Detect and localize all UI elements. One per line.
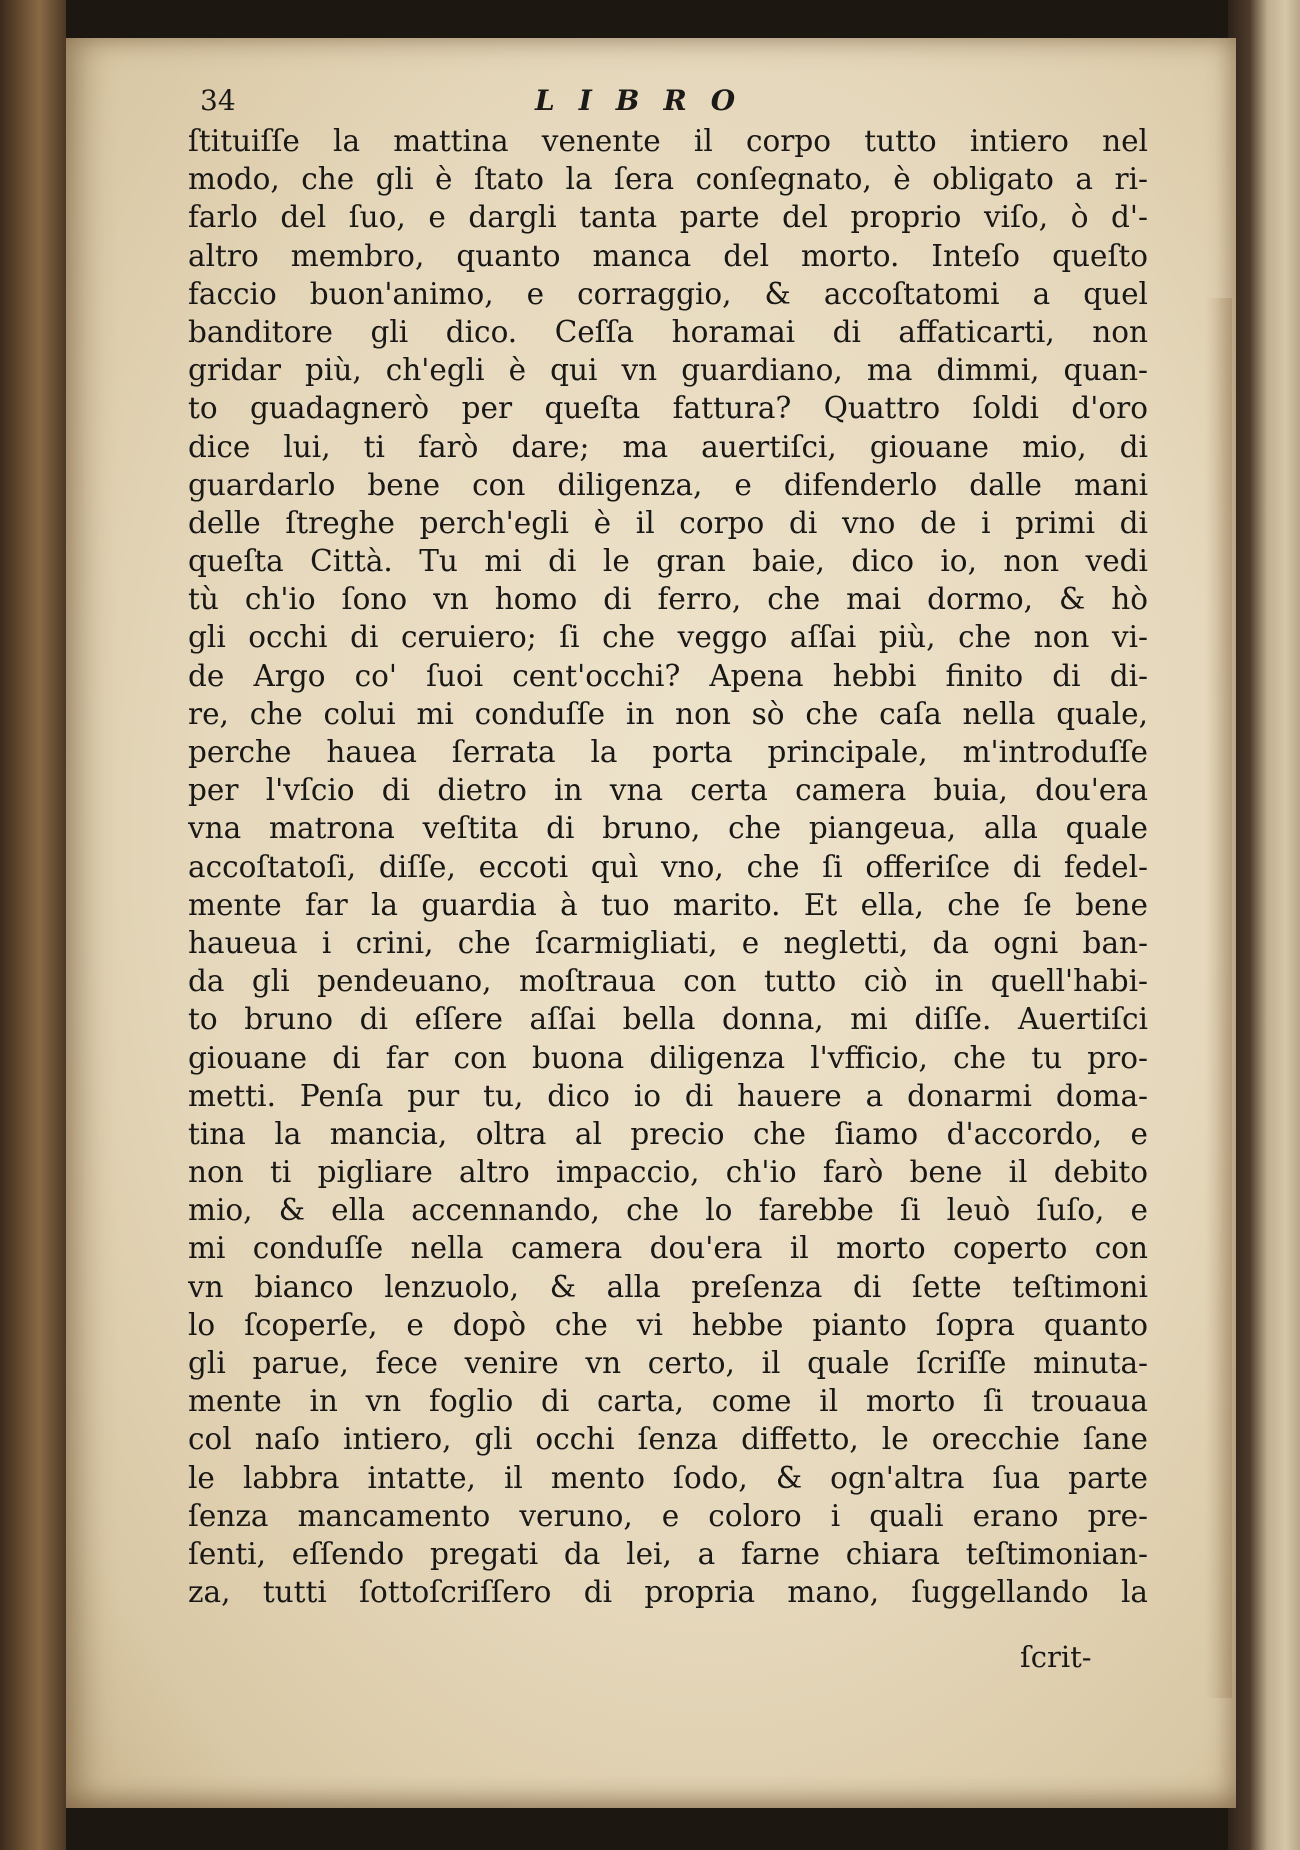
text-line: guardarlo bene con diligenza, e difenderlo dalle mani (188, 467, 1148, 502)
text-line: mi conduſſe nella camera dou'era il morto coperto con (188, 1231, 1148, 1266)
facing-page-edge (1228, 0, 1300, 1850)
text-line: non ti pigliare altro impaccio, ch'io farò bene il debito (188, 1155, 1148, 1190)
text-line: gli parue, fece venire vn certo, il quale ſcriſſe minuta- (188, 1346, 1148, 1380)
text-line: le labbra intatte, il mento ſodo, & ogn'altra ſua parte (188, 1460, 1148, 1495)
text-line: farlo del ſuo, e dargli tanta parte del proprio viſo, ò d'- (188, 200, 1148, 235)
page-header (200, 84, 840, 124)
text-line: da gli pendeuano, moſtraua con tutto ciò in quell'habi- (188, 964, 1148, 999)
text-line: perche hauea ſerrata la porta principale, m'introduſſe (188, 735, 1148, 769)
text-line: lo ſcoperſe, e dopò che vi hebbe pianto ſopra quanto (188, 1307, 1148, 1342)
text-line: accoſtatoſi, diſſe, eccoti quì vno, che ſi offeriſce di fedel- (188, 849, 1148, 884)
text-line: tina la mancia, oltra al precio che ſiamo d'accordo, e (188, 1116, 1148, 1151)
text-line: vn bianco lenzuolo, & alla preſenza di ſette teſtimoni (188, 1269, 1148, 1304)
catchword: ſcrit- (1020, 1640, 1092, 1674)
text-line: ſenti, eſſendo pregati da lei, a farne chiara teſtimonian- (188, 1536, 1148, 1571)
text-line: per l'vſcio di dietro in vna certa camera buia, dou'era (188, 773, 1148, 808)
text-line: modo, che gli è ſtato la ſera conſegnato, è obligato a ri- (188, 162, 1148, 197)
text-line: queſta Città. Tu mi di le gran baie, dico io, non vedi (188, 544, 1148, 579)
page-stain (1206, 298, 1232, 1698)
text-line: ſenza mancamento veruno, e coloro i quali erano pre- (188, 1498, 1148, 1533)
text-line: mente in vn foglio di carta, come il morto ſi trouaua (188, 1384, 1148, 1419)
text-line: re, che colui mi conduſſe in non sò che caſa nella quale, (188, 696, 1148, 731)
text-line: faccio buon'animo, e corraggio, & accoſtatomi a quel (188, 276, 1148, 311)
text-line: to guadagnerò per queſta fattura? Quattro ſoldi d'oro (188, 391, 1148, 426)
text-line: tù ch'io ſono vn homo di ferro, che mai dormo, & hò (188, 582, 1148, 617)
text-line: dice lui, ti farò dare; ma auertiſci, giouane mio, di (188, 429, 1148, 464)
binding-edge (0, 0, 66, 1850)
text-line: gridar più, ch'egli è qui vn guardiano, ma dimmi, quan- (188, 353, 1148, 388)
text-line: gli occhi di ceruiero; ſi che veggo aſſai più, che non vi- (188, 620, 1148, 655)
text-line: col naſo intiero, gli occhi ſenza diffetto, le orecchie ſane (188, 1422, 1148, 1457)
text-line: mente far la guardia à tuo marito. Et ella, che ſe bene (188, 887, 1148, 922)
page-number: 34 (200, 84, 236, 117)
text-line: za, tutti ſottoſcriſſero di propria mano, ſuggellando la (188, 1575, 1148, 1610)
text-line: mio, & ella accennando, che lo farebbe ſi leuò ſuſo, e (188, 1193, 1148, 1228)
text-line: banditore gli dico. Ceſſa horamai di affaticarti, non (188, 314, 1148, 349)
text-line: ſtituiſſe la mattina venente il corpo tutto intiero nel (188, 124, 1148, 158)
text-line: haueua i crini, che ſcarmigliati, e negletti, da ogni ban- (188, 925, 1148, 960)
text-line: delle ſtreghe perch'egli è il corpo di vno de i primi di (188, 505, 1148, 540)
text-line: metti. Penſa pur tu, dico io di hauere a donarmi doma- (188, 1078, 1148, 1113)
text-line: vna matrona veſtita di bruno, che piangeua, alla quale (188, 811, 1148, 846)
text-line: altro membro, quanto manca del morto. Inteſo queſto (188, 238, 1148, 273)
body-text (188, 122, 1148, 1611)
running-head: LIBRO (535, 84, 760, 117)
text-line: to bruno di eſſere aſſai bella donna, mi diſſe. Auertiſci (188, 1002, 1148, 1037)
text-line: giouane di far con buona diligenza l'vfficio, che tu pro- (188, 1040, 1148, 1075)
text-line: de Argo co' ſuoi cent'occhi? Apena hebbi finito di di- (188, 658, 1148, 693)
